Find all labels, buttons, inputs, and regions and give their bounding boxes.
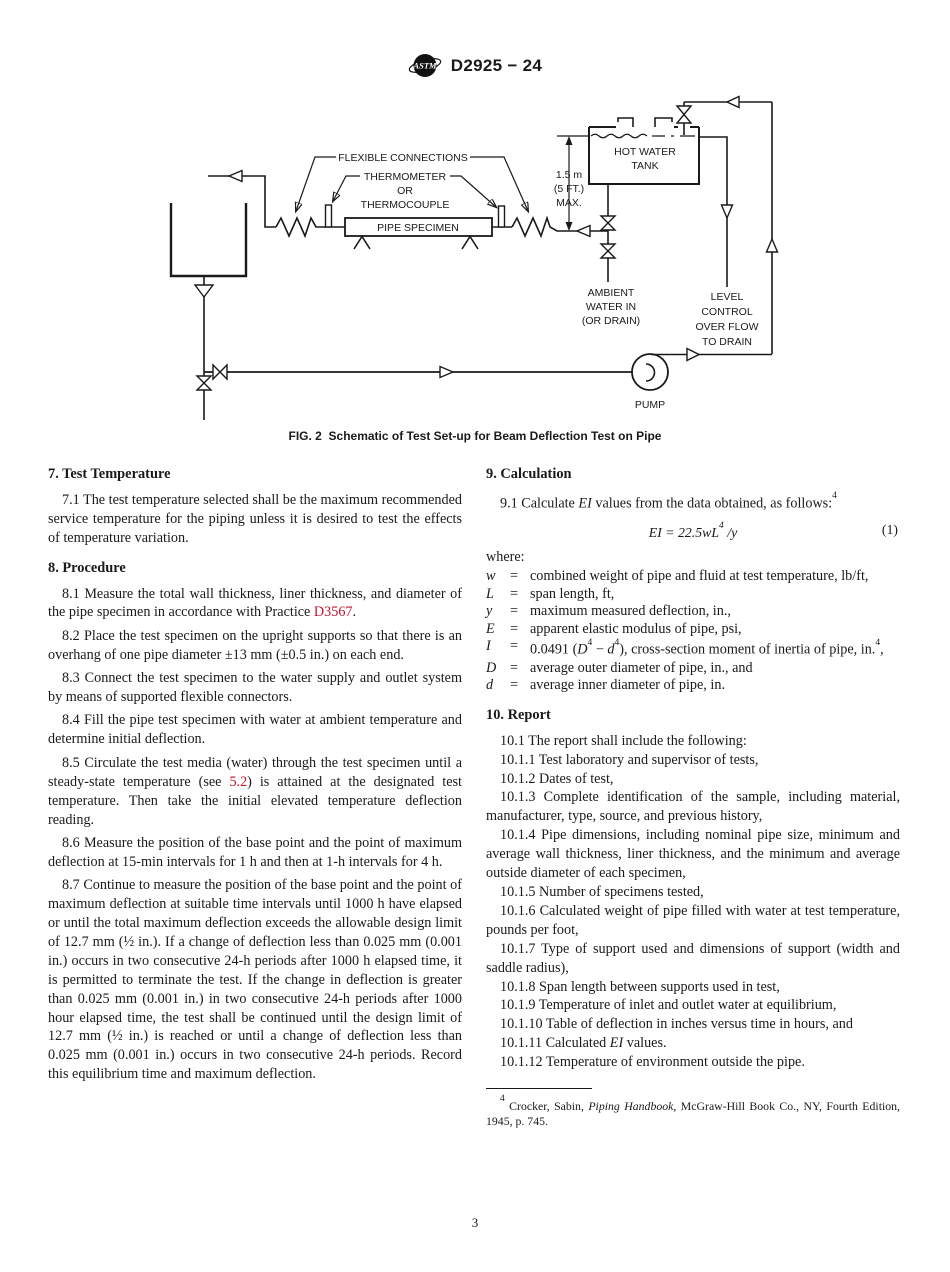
footnote-marker: 4 [500,1094,505,1105]
valve-icon [601,251,615,258]
dimension-arrow-down-icon [566,222,573,231]
head-height-label: MAX. [556,197,582,209]
section-7-heading: 7. Test Temperature [48,466,171,482]
valve-icon [220,365,227,379]
flow-arrow-left-icon [577,226,590,237]
water-level-line [591,134,647,138]
where-term-D: D = average outer diameter of pipe, in., and [486,659,753,676]
right-column [486,465,900,1130]
ei-symbol: EI [609,1035,624,1052]
valve-icon [601,244,615,251]
paragraph-8-1-text: . [352,604,357,621]
left-column [48,465,462,1130]
valve-icon [601,216,615,223]
paragraph-8-3: 8.3 Connect the test specimen to the water supply and outlet system by means of supported flexible connectors. [48,670,462,706]
level-control-label: CONTROL [701,306,753,318]
paragraph-9-1 [486,491,900,514]
head-height-label: (5 FT.) [553,183,585,195]
link-d3567[interactable]: D3567 [313,604,353,621]
leader-line [333,176,360,201]
footnote-text: Crocker, Sabin, [504,1098,589,1113]
funnel-icon [195,285,213,297]
flexible-connections-label: FLEXIBLE CONNECTIONS [338,152,468,164]
equation-1 [486,521,900,544]
level-control-label: OVER FLOW [695,321,759,333]
flow-arrow-right-icon [440,367,453,378]
report-item: 10.1.1 Test laboratory and supervisor of tests, [500,751,759,768]
section-8-heading: 8. Procedure [48,559,126,576]
paragraph-8-1-text: 8.1 Measure the total wall thickness, liner thickness, and diameter of the pipe specimen in accordance with Practice [48,585,462,621]
thermometer-right-icon [499,206,505,227]
thermometer-label: THERMOMETER [363,171,447,183]
footnote-4 [486,1088,900,1130]
ambient-water-label: (OR DRAIN) [581,315,641,327]
supply-tank [171,203,246,276]
thermometer-left-icon [326,205,332,227]
ambient-water-label: WATER IN [585,301,637,313]
thermometer-label: OR [397,185,413,197]
report-item: 10.1.2 Dates of test, [500,770,614,787]
flow-arrow-down-icon [722,205,733,218]
valve-icon [677,115,691,124]
flow-arrow-up-icon [767,239,778,252]
paragraph-8-2: 8.2 Place the test specimen on the upright supports so that there is an overhang of one pipe diameter ±13 mm (±0.5 in.) on each end. [48,627,462,663]
paragraph-8-4: 8.4 Fill the pipe test specimen with water at ambient temperature and determine initial deflection. [48,712,462,748]
pump-symbol [632,354,668,390]
leader-line [470,157,528,211]
ambient-water-label: AMBIENT [587,287,635,299]
hot-water-tank-label: HOT WATER [614,146,676,158]
report-item: 10.1.3 Complete identification of the sample, including material, manufacturer, type, source, and previous history, [486,789,900,825]
figure-schematic [0,87,950,427]
report-item: 10.1.12 Temperature of environment outside the pipe. [500,1054,805,1071]
section-9-heading: 9. Calculation [486,466,572,482]
symbol-definitions [486,568,900,695]
level-control-label: TO DRAIN [702,336,752,348]
pipe-specimen-label: PIPE SPECIMEN [377,222,459,234]
paragraph-8-5-text: 8.5 Circulate the test media (water) through the test specimen until a steady-state temperature (see [48,754,462,790]
where-term-E: E = apparent elastic modulus of pipe, psi, [486,620,742,637]
valve-icon [601,223,615,230]
paragraph-8-5 [48,754,462,830]
report-item: 10.1.6 Calculated weight of pipe filled with water at test temperature, pounds per foot, [486,902,900,938]
hot-water-tank-label: TANK [631,160,659,172]
page-header [0,0,950,81]
flow-arrow-left-icon [727,97,739,108]
flow-arrow-right-icon [687,349,699,361]
report-item: 10.1.10 Table of deflection in inches versus time in hours, and [500,1016,853,1033]
valve-icon [197,383,211,390]
paragraph-9-1-text: values from the data obtained, as follows: [591,495,833,512]
paragraph-9-1-text: 9.1 Calculate [500,495,579,512]
leader-line [450,176,496,207]
report-item: 10.1.7 Type of support used and dimensions of support (width and saddle radius), [486,940,900,976]
report-item: 10.1.4 Pipe dimensions, including nominal pipe size, minimum and average wall thickness, liner thickness, and the minimum and average outside diameter of each specimen, [486,827,900,882]
specimen-supports [354,237,478,250]
footnote-text: McGraw-Hill Book Co., NY, Fourth Edition, 1945, p. 745. [486,1098,900,1129]
level-control-label: LEVEL [710,291,744,303]
where-term-w: w = combined weight of pipe and fluid at test temperature, lb/ft, [486,567,869,584]
paragraph-8-1 [48,585,462,623]
report-item: 10.1.5 Number of specimens tested, [500,884,704,900]
report-item-10-1-11: 10.1.11 Calculated EI values. [500,1035,667,1052]
ei-symbol: EI [578,495,592,512]
flexible-connection-right [512,218,608,236]
astm-logo-text: ASTM [413,60,437,71]
valve-icon [197,376,211,383]
equation-number: (1) [881,521,898,537]
overflow-line [699,137,727,287]
equation-body: EI = 22.5wL$^4$ /y [648,520,738,541]
footnote-rule [486,1088,592,1089]
link-5-2[interactable]: 5.2 [229,773,248,790]
body-columns [48,465,902,1130]
footnote-book-title: Piping Handbook, [588,1098,677,1113]
report-item: 10.1.8 Span length between supports used in test, [500,978,780,995]
footnote-ref-4[interactable]: 4 [832,491,837,502]
head-height-label: 1.5 m [555,169,583,181]
tank-vents [618,118,672,127]
figure-caption: FIG. 2 Schematic of Test Set-up for Beam Deflection Test on Pipe [288,429,662,443]
return-pipe [208,176,276,227]
paragraph-8-6: 8.6 Measure the position of the base point and the point of maximum deflection at 15-min intervals for 1 h and then at 1-h intervals for 4 h. [48,834,462,870]
leader-line [296,157,336,211]
pump-label: PUMP [634,399,666,411]
where-term-y: y = maximum measured deflection, in., [486,603,731,620]
thermometer-label: THERMOCOUPLE [360,199,450,211]
page-number: 3 [471,1215,479,1230]
report-item: 10.1 The report shall include the following: [500,732,747,749]
paragraph-8-7: 8.7 Continue to measure the position of the base point and the point of maximum deflection at suitable time intervals until 1000 h have elapsed or until the total maximum deflection exceeds the allowable design limit of 12.7 mm (½ in.). If a change of deflection less than 0.025 mm (0.001 in.) occurs in two consecutive 24-h periods after 1000 h elapsed time, it is permitted to terminate the test. If the change in deflection is greater than 0.025 mm (0.001 in.) in two consecutive 24-h periods after 1000 hour elapsed time, the test shall be continued until the design limit of 12.7 mm (½ in.) is reached or until a change of deflection less than 0.025 mm (0.001 in.) occurs in two consecutive 24-h periods. Record this equilibrium time and maximum deflection. [48,877,462,1083]
flexible-connection-left [276,218,345,236]
figure-2 [0,87,950,443]
paragraph-8-5-text: ) is attained at the designated test temperature. Then take the initial elevated temperature deflection reading. [48,773,462,828]
where-term-d: d = average inner diameter of pipe, in. [486,677,725,694]
dimension-arrow-up-icon [566,136,573,145]
document-code: D2925 − 24 [450,55,543,75]
where-label: where: [486,549,525,566]
valve-icon [677,106,691,115]
astm-logo-icon [408,50,442,81]
report-item: 10.1.9 Temperature of inlet and outlet water at equilibrium, [500,997,837,1014]
valve-icon [213,365,220,379]
flow-arrow-left-icon [229,171,242,182]
where-term-I: I = 0.0491 (D$^4$ − d$^4$), cross-section moment of inertia of pipe, in.$^4$, [486,637,884,659]
where-term-L: L = span length, ft, [486,585,615,602]
paragraph-7-1: 7.1 The test temperature selected shall be the maximum recommended service temperature for the piping unless it is desired to test the effects of temperature variation. [48,491,462,546]
section-10-heading: 10. Report [486,706,551,723]
